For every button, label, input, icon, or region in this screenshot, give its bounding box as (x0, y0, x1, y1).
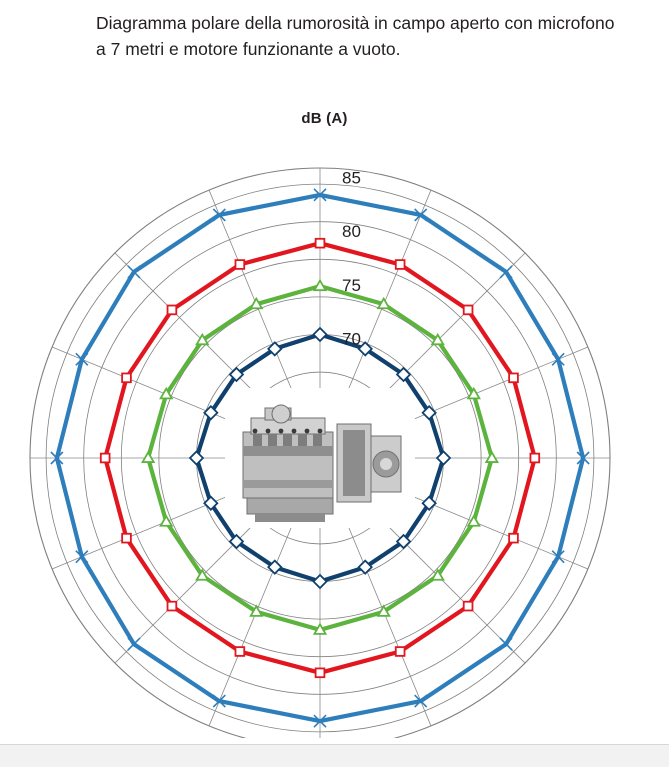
polar-chart-svg (0, 128, 669, 738)
svg-text:70: 70 (342, 329, 361, 349)
chart-title (0, 110, 669, 127)
svg-text:80: 80 (342, 222, 361, 242)
bottom-bar (0, 744, 669, 767)
radial-tick-labels (342, 168, 361, 348)
page-caption: Diagramma polare della rumorosità in campo aperto con microfono a 7 metri e motore funzionante a vuoto. (96, 13, 615, 60)
chart-title-text: dB (A) (301, 110, 348, 127)
engine-illustration-icon (225, 388, 415, 528)
svg-text:75: 75 (342, 275, 361, 295)
svg-text:85: 85 (342, 168, 361, 188)
polar-chart (0, 128, 669, 738)
